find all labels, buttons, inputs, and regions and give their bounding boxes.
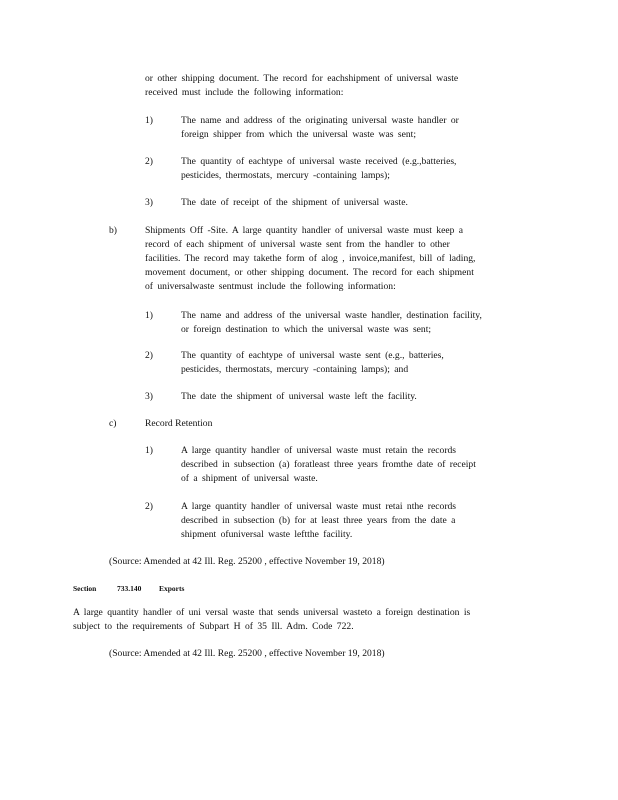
text-line: The date of receipt of the shipment of universal waste. — [181, 197, 408, 208]
item-number: 1) — [145, 115, 153, 126]
section-title: Exports — [159, 584, 185, 593]
section-c-item-1 — [181, 444, 476, 486]
section-number: 733.140 — [117, 584, 142, 593]
item-number: 2) — [145, 350, 153, 361]
section-c-label: c) — [109, 418, 117, 429]
text-line: A large quantity handler of universal waste must retain the records — [181, 445, 457, 456]
text-line: The quantity of eachtype of universal waste received (e.g.,batteries, — [181, 156, 457, 167]
text-line: A large quantity handler of universal waste must retai nthe records — [181, 501, 457, 512]
section-c-item-2 — [181, 500, 456, 542]
intro-paragraph — [145, 72, 458, 100]
item-number: 3) — [145, 197, 153, 208]
text-line: A large quantity handler of uni versal waste that sends universal wasteto a foreign destination is — [73, 607, 471, 618]
text-line: record of each shipment of universal waste sent from the handler to other — [145, 239, 450, 250]
text-line: shipment ofuniversal waste leftthe facility. — [181, 529, 353, 540]
text-line: subject to the requirements of Subpart H of 35 Ill. Adm. Code 722. — [73, 621, 354, 632]
text-line: Shipments Off -Site. A large quantity handler of universal waste must keep a — [145, 225, 464, 236]
text-line: of a shipment of universal waste. — [181, 473, 318, 484]
intro-item-3 — [181, 196, 408, 210]
text-line: or other shipping document. The record for eachshipment of universal waste — [145, 73, 459, 84]
intro-item-1 — [181, 114, 459, 142]
item-number: 2) — [145, 501, 153, 512]
intro-item-2 — [181, 155, 456, 183]
section-b-label: b) — [109, 225, 117, 236]
section-label: Section — [73, 584, 97, 593]
text-line: or foreign destination to which the universal waste was sent; — [181, 324, 432, 335]
source-note: (Source: Amended at 42 Ill. Reg. 25200 , effective November 19, 2018) — [109, 556, 385, 567]
section-b-item-1 — [181, 309, 482, 337]
section-b-item-3 — [181, 390, 417, 404]
item-number: 1) — [145, 445, 153, 456]
item-number: 2) — [145, 156, 153, 167]
text-line: facilities. The record may takethe form of alog , invoice,manifest, bill of lading, — [145, 253, 476, 264]
text-line: received must include the following information: — [145, 87, 344, 98]
text-line: The date the shipment of universal waste left the facility. — [181, 391, 417, 402]
text-line: The name and address of the originating universal waste handler or — [181, 115, 459, 126]
text-line: described in subsection (b) for at least three years from the date a — [181, 515, 456, 526]
text-line: pesticides, thermostats, mercury -containing lamps); and — [181, 364, 409, 375]
source-note: (Source: Amended at 42 Ill. Reg. 25200 , effective November 19, 2018) — [109, 648, 385, 659]
section-c-heading: Record Retention — [145, 418, 213, 429]
section-b-item-2 — [181, 349, 444, 377]
text-line: of universalwaste sentmust include the following information: — [145, 281, 396, 292]
section-140-paragraph — [73, 606, 470, 634]
text-line: pesticides, thermostats, mercury -containing lamps); — [181, 170, 390, 181]
text-line: described in subsection (a) foratleast three years fromthe date of receipt — [181, 459, 476, 470]
item-number: 3) — [145, 391, 153, 402]
text-line: The quantity of eachtype of universal waste sent (e.g., batteries, — [181, 350, 444, 361]
item-number: 1) — [145, 310, 153, 321]
text-line: movement document, or other shipping document. The record for each shipment — [145, 267, 474, 278]
text-line: The name and address of the universal waste handler, destination facility, — [181, 310, 482, 321]
section-b-paragraph — [145, 224, 475, 294]
text-line: foreign shipper from which the universal waste was sent; — [181, 129, 416, 140]
